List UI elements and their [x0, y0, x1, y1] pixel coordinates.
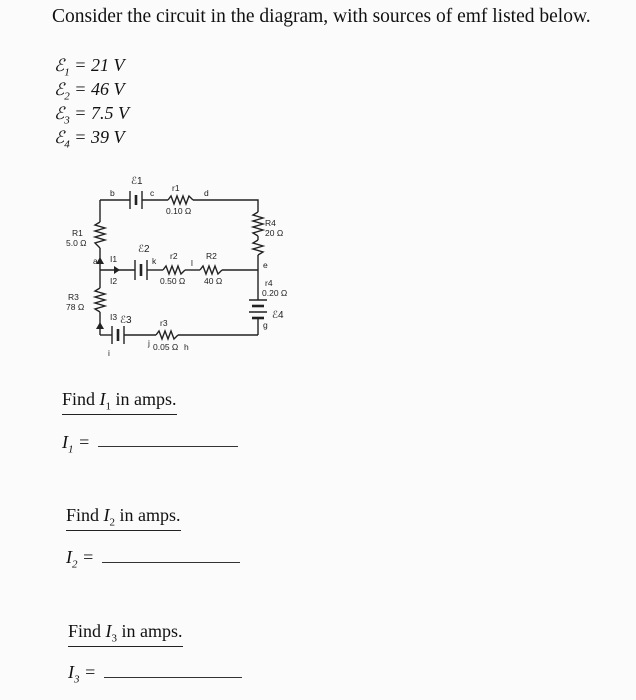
- label-node-b: b: [110, 188, 115, 198]
- part-2-answer-label: $I_2$ =: [66, 547, 95, 571]
- label-e2: ℰ2: [138, 244, 150, 255]
- part-2-answer-blank: [102, 562, 240, 563]
- circuit-diagram: [60, 160, 310, 370]
- resistor-r-internal-1: [168, 196, 193, 204]
- resistor-r-internal-4: [253, 240, 263, 255]
- label-r1-value: 5.0 Ω: [66, 238, 87, 248]
- label-r2: R2: [206, 251, 217, 261]
- resistor-r1: [95, 222, 105, 248]
- battery-e4: [249, 300, 267, 322]
- label-node-e: e: [263, 260, 268, 270]
- label-node-d: d: [204, 188, 209, 198]
- part-1-answer-label: $I_1$ =: [62, 432, 91, 456]
- label-node-g: g: [263, 320, 268, 330]
- label-r1: R1: [72, 228, 83, 238]
- label-i3: I3: [110, 312, 118, 322]
- resistor-r-internal-3: [156, 331, 178, 339]
- label-node-a: a: [93, 256, 98, 266]
- emf-1: ℰ$_1$ = 21 V: [54, 55, 125, 79]
- label-rk-value: 0.50 Ω: [160, 276, 186, 286]
- emf-3: ℰ$_3$ = 7.5 V: [54, 103, 129, 127]
- label-r3-value: 78 Ω: [66, 302, 85, 312]
- label-node-k: k: [152, 256, 157, 266]
- resistor-r3: [95, 288, 105, 312]
- emf-4: ℰ$_4$ = 39 V: [54, 127, 125, 151]
- label-rk: r2: [170, 251, 178, 261]
- label-e4: ℰ4: [272, 310, 284, 321]
- part-3-answer-label: $I_3$ =: [68, 662, 97, 686]
- question-intro: Consider the circuit in the diagram, with sources of emf listed below.: [52, 6, 591, 27]
- part-2-prompt: Find $I_2$ in amps.: [66, 505, 181, 529]
- battery-e1: [130, 191, 142, 209]
- label-rj-value: 0.05 Ω: [153, 342, 179, 352]
- current-arrow-i3: [96, 322, 104, 329]
- label-node-c: c: [150, 188, 155, 198]
- label-r4: R4: [265, 218, 276, 228]
- label-r2-value: 40 Ω: [204, 276, 223, 286]
- label-rc-value: 0.10 Ω: [166, 206, 192, 216]
- label-r4-value: 20 Ω: [265, 228, 284, 238]
- resistor-r-internal-2: [163, 266, 185, 274]
- label-e1: ℰ1: [131, 176, 143, 187]
- label-node-j: j: [148, 338, 150, 348]
- current-arrow-i2: [114, 266, 120, 274]
- label-node-h: h: [184, 342, 189, 352]
- label-rj: r3: [160, 318, 168, 328]
- label-re: r4: [265, 278, 273, 288]
- label-r3: R3: [68, 292, 79, 302]
- resistor-r2: [200, 266, 222, 274]
- battery-e2: [135, 260, 147, 280]
- label-i1: I1: [110, 254, 118, 264]
- part-1-prompt: Find $I_1$ in amps.: [62, 389, 177, 413]
- label-i2: I2: [110, 276, 118, 286]
- battery-e3: [112, 326, 124, 344]
- label-rc: r1: [172, 183, 180, 193]
- label-node-l: l: [191, 258, 193, 268]
- part-3-prompt: Find $I_3$ in amps.: [68, 621, 183, 645]
- part-1-answer-blank: [98, 446, 238, 447]
- part-3-answer-blank: [104, 677, 242, 678]
- resistor-r4: [253, 212, 263, 236]
- label-node-i: i: [108, 348, 110, 358]
- label-e3: ℰ3: [120, 315, 132, 326]
- emf-2: ℰ$_2$ = 46 V: [54, 79, 125, 103]
- label-re-value: 0.20 Ω: [262, 288, 288, 298]
